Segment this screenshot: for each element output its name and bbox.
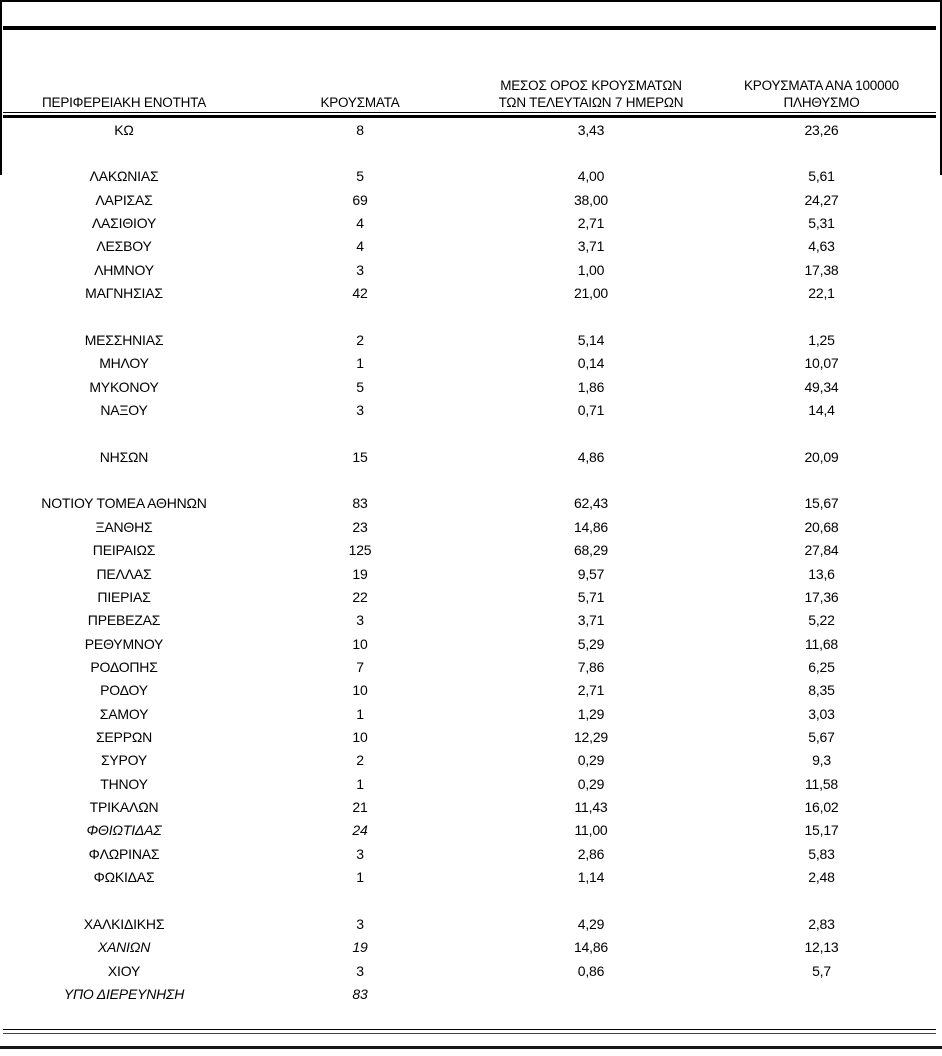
avg7-cell: 5,71 — [577, 588, 605, 605]
cases-cell: 3 — [356, 915, 364, 932]
avg7-cell: 12,29 — [573, 729, 609, 746]
cases-cell: 1 — [356, 869, 364, 886]
cases-cell: 22 — [352, 588, 368, 605]
table-row — [3, 842, 936, 865]
per100k-cell: 20,68 — [804, 518, 839, 535]
region-cell: ΠΕΛΛΑΣ — [96, 565, 152, 582]
table-row — [3, 375, 936, 398]
avg7-cell: 1,86 — [577, 378, 605, 395]
table-row — [3, 585, 936, 608]
frame-left-line — [0, 0, 2, 175]
per100k-cell: 8,35 — [808, 682, 835, 699]
per100k-cell: 22,1 — [808, 285, 835, 302]
avg7-cell: 2,71 — [577, 215, 605, 232]
table-row — [3, 982, 936, 1005]
per100k-cell: 15,17 — [804, 822, 839, 839]
per100k-cell: 1,25 — [808, 331, 835, 348]
region-cell: ΛΗΜΝΟΥ — [94, 261, 154, 278]
table-row — [3, 538, 936, 561]
per100k-cell: 16,02 — [804, 799, 839, 816]
table-row — [3, 141, 936, 164]
avg7-cell: 2,86 — [577, 845, 605, 862]
cases-cell: 15 — [352, 448, 368, 465]
cases-cell: 4 — [356, 238, 364, 255]
cases-cell: 24 — [352, 822, 368, 839]
avg7-cell: 3,71 — [577, 612, 605, 629]
per100k-cell: 17,36 — [804, 588, 839, 605]
per100k-cell: 27,84 — [804, 542, 839, 559]
avg7-cell: 21,00 — [573, 285, 609, 302]
cases-cell: 83 — [352, 985, 368, 1002]
table-row — [3, 562, 936, 585]
per100k-cell: 24,27 — [804, 191, 839, 208]
cases-cell: 42 — [352, 285, 368, 302]
frame-bottom-line — [0, 1046, 942, 1049]
avg7-cell: 14,86 — [573, 518, 609, 535]
avg7-cell: 1,14 — [577, 869, 605, 886]
region-cell: ΡΟΔΟΥ — [100, 682, 148, 699]
per100k-cell: 5,31 — [808, 215, 835, 232]
avg7-cell: 62,43 — [573, 495, 609, 512]
cases-cell: 10 — [352, 729, 368, 746]
table-row — [3, 772, 936, 795]
region-cell: ΜΥΚΟΝΟΥ — [89, 378, 159, 395]
per100k-cell: 5,61 — [808, 168, 835, 185]
region-cell: ΛΕΣΒΟΥ — [96, 238, 152, 255]
per100k-cell: 13,6 — [808, 565, 835, 582]
cases-cell: 5 — [356, 378, 364, 395]
table-row — [3, 959, 936, 982]
per100k-cell: 11,68 — [805, 635, 838, 652]
per100k-cell: 14,4 — [808, 401, 835, 418]
cases-cell: 21 — [352, 799, 368, 816]
per100k-cell: 3,03 — [808, 705, 835, 722]
avg7-cell: 0,86 — [577, 962, 605, 979]
region-cell: ΚΩ — [114, 121, 134, 138]
avg7-cell: 0,29 — [577, 752, 605, 769]
region-cell: ΜΗΛΟΥ — [99, 355, 149, 372]
table-row — [3, 398, 936, 421]
cases-cell: 5 — [356, 168, 364, 185]
cases-cell: 3 — [356, 261, 364, 278]
cases-cell: 10 — [352, 682, 368, 699]
cases-cell: 69 — [352, 191, 368, 208]
region-cell: ΝΗΣΩΝ — [99, 448, 149, 465]
table-row — [3, 749, 936, 772]
avg7-cell: 7,86 — [577, 658, 605, 675]
region-cell: ΠΕΙΡΑΙΩΣ — [92, 542, 156, 559]
table-row — [3, 679, 936, 702]
per100k-cell: 5,7 — [812, 962, 831, 979]
region-cell: ΦΛΩΡΙΝΑΣ — [88, 845, 160, 862]
cases-cell: 23 — [352, 518, 368, 535]
region-cell: ΛΑΚΩΝΙΑΣ — [89, 168, 159, 185]
per100k-cell: 5,67 — [808, 729, 835, 746]
table-bottom-rule — [3, 1029, 936, 1034]
region-cell: ΣΑΜΟΥ — [99, 705, 149, 722]
region-cell: ΛΑΡΙΣΑΣ — [95, 191, 153, 208]
per100k-cell: 6,25 — [808, 658, 835, 675]
table-row — [3, 352, 936, 375]
table-top-rule — [3, 26, 936, 30]
cases-cell: 8 — [356, 121, 364, 138]
per100k-cell: 23,26 — [804, 121, 839, 138]
cases-cell: 3 — [356, 612, 364, 629]
table-row — [3, 445, 936, 468]
per100k-cell: 49,34 — [804, 378, 839, 395]
per100k-cell: 9,3 — [812, 752, 831, 769]
column-header-per100k: ΚΡΟΥΣΜΑΤΑ ΑΝΑ 100000 ΠΛΗΘΥΣΜΟ — [744, 78, 899, 110]
table-row — [3, 936, 936, 959]
per100k-cell: 5,83 — [808, 845, 835, 862]
per100k-cell: 17,38 — [804, 261, 839, 278]
table-row — [3, 328, 936, 351]
per100k-cell: 4,63 — [808, 238, 835, 255]
frame-top-line — [0, 0, 942, 2]
avg7-cell: 4,00 — [577, 168, 605, 185]
table-row — [3, 889, 936, 912]
table-row — [3, 819, 936, 842]
avg7-cell: 0,29 — [577, 775, 605, 792]
cases-cell: 4 — [356, 215, 364, 232]
table-row — [3, 632, 936, 655]
avg7-cell: 0,14 — [577, 355, 605, 372]
avg7-cell: 3,71 — [577, 238, 605, 255]
table-row — [3, 912, 936, 935]
per100k-cell: 15,67 — [804, 495, 839, 512]
table-row — [3, 702, 936, 725]
table-row — [3, 258, 936, 281]
avg7-cell: 5,14 — [577, 331, 605, 348]
table-row — [3, 1006, 936, 1029]
avg7-cell: 4,86 — [577, 448, 605, 465]
table-row — [3, 235, 936, 258]
per100k-cell: 2,83 — [808, 915, 835, 932]
table-header — [3, 38, 936, 111]
per100k-cell: 11,58 — [805, 775, 838, 792]
avg7-cell: 68,29 — [573, 542, 609, 559]
cases-cell: 1 — [356, 355, 364, 372]
region-cell: ΧΑΛΚΙΔΙΚΗΣ — [83, 915, 165, 932]
cases-cell: 2 — [356, 331, 364, 348]
per100k-cell: 2,48 — [808, 869, 835, 886]
avg7-cell: 11,43 — [574, 799, 608, 816]
region-cell: ΝΑΞΟΥ — [100, 401, 148, 418]
cases-cell: 7 — [356, 658, 364, 675]
table-row — [3, 118, 936, 141]
region-cell: ΧΑΝΙΩΝ — [97, 939, 151, 956]
cases-cell: 125 — [348, 542, 372, 559]
cases-cell: 10 — [352, 635, 368, 652]
region-cell: ΜΑΓΝΗΣΙΑΣ — [85, 285, 163, 302]
table-row — [3, 866, 936, 889]
avg7-cell: 9,57 — [577, 565, 605, 582]
per100k-cell: 20,09 — [804, 448, 839, 465]
region-cell: ΣΥΡΟΥ — [100, 752, 148, 769]
per100k-cell: 5,22 — [808, 612, 835, 629]
column-header-avg7: ΜΕΣΟΣ ΟΡΟΣ ΚΡΟΥΣΜΑΤΩΝ ΤΩΝ ΤΕΛΕΥΤΑΙΩΝ 7 ΗΜΕΡΩΝ — [498, 78, 684, 110]
region-cell: ΧΙΟΥ — [107, 962, 141, 979]
cases-cell: 3 — [356, 845, 364, 862]
region-cell: ΡΕΘΥΜΝΟΥ — [84, 635, 164, 652]
cases-table-body — [3, 118, 936, 1029]
region-cell: ΡΟΔΟΠΗΣ — [90, 658, 158, 675]
region-cell: ΦΩΚΙΔΑΣ — [93, 869, 155, 886]
region-cell: ΞΑΝΘΗΣ — [95, 518, 153, 535]
avg7-cell: 4,29 — [577, 915, 605, 932]
cases-cell: 19 — [352, 565, 368, 582]
per100k-cell: 12,13 — [804, 939, 839, 956]
region-cell: ΠΙΕΡΙΑΣ — [97, 588, 151, 605]
avg7-cell: 38,00 — [573, 191, 609, 208]
avg7-cell: 0,71 — [577, 401, 605, 418]
avg7-cell: 2,71 — [577, 682, 605, 699]
table-row — [3, 422, 936, 445]
table-row — [3, 188, 936, 211]
region-cell: ΦΘΙΩΤΙΔΑΣ — [86, 822, 162, 839]
column-header-cases: ΚΡΟΥΣΜΑΤΑ — [320, 95, 400, 110]
table-row — [3, 795, 936, 818]
table-row — [3, 211, 936, 234]
table-row — [3, 305, 936, 328]
region-cell: ΥΠΟ ΔΙΕΡΕΥΝΗΣΗ — [63, 985, 185, 1002]
cases-cell: 83 — [352, 495, 368, 512]
region-cell: ΤΗΝΟΥ — [100, 775, 148, 792]
table-row — [3, 282, 936, 305]
table-row — [3, 655, 936, 678]
avg7-cell: 11,00 — [574, 822, 608, 839]
table-row — [3, 492, 936, 515]
avg7-cell: 5,29 — [577, 635, 605, 652]
region-cell: ΠΡΕΒΕΖΑΣ — [87, 612, 161, 629]
table-row — [3, 165, 936, 188]
avg7-cell: 1,00 — [577, 261, 605, 278]
cases-cell: 2 — [356, 752, 364, 769]
region-cell: ΣΕΡΡΩΝ — [95, 729, 153, 746]
avg7-cell: 14,86 — [573, 939, 609, 956]
avg7-cell: 1,29 — [577, 705, 605, 722]
avg7-cell: 3,43 — [577, 121, 605, 138]
cases-cell: 3 — [356, 401, 364, 418]
column-header-region: ΠΕΡΙΦΕΡΕΙΑΚΗ ΕΝΟΤΗΤΑ — [41, 95, 207, 110]
region-cell: ΛΑΣΙΘΙΟΥ — [91, 215, 157, 232]
cases-cell: 19 — [352, 939, 368, 956]
table-row — [3, 609, 936, 632]
table-row — [3, 468, 936, 491]
table-row — [3, 515, 936, 538]
cases-cell: 1 — [356, 705, 364, 722]
table-row — [3, 725, 936, 748]
region-cell: ΜΕΣΣΗΝΙΑΣ — [84, 331, 164, 348]
per100k-cell: 10,07 — [804, 355, 839, 372]
region-cell: ΝΟΤΙΟΥ ΤΟΜΕΑ ΑΘΗΝΩΝ — [41, 495, 207, 512]
cases-cell: 1 — [356, 775, 364, 792]
cases-cell: 3 — [356, 962, 364, 979]
region-cell: ΤΡΙΚΑΛΩΝ — [89, 799, 159, 816]
